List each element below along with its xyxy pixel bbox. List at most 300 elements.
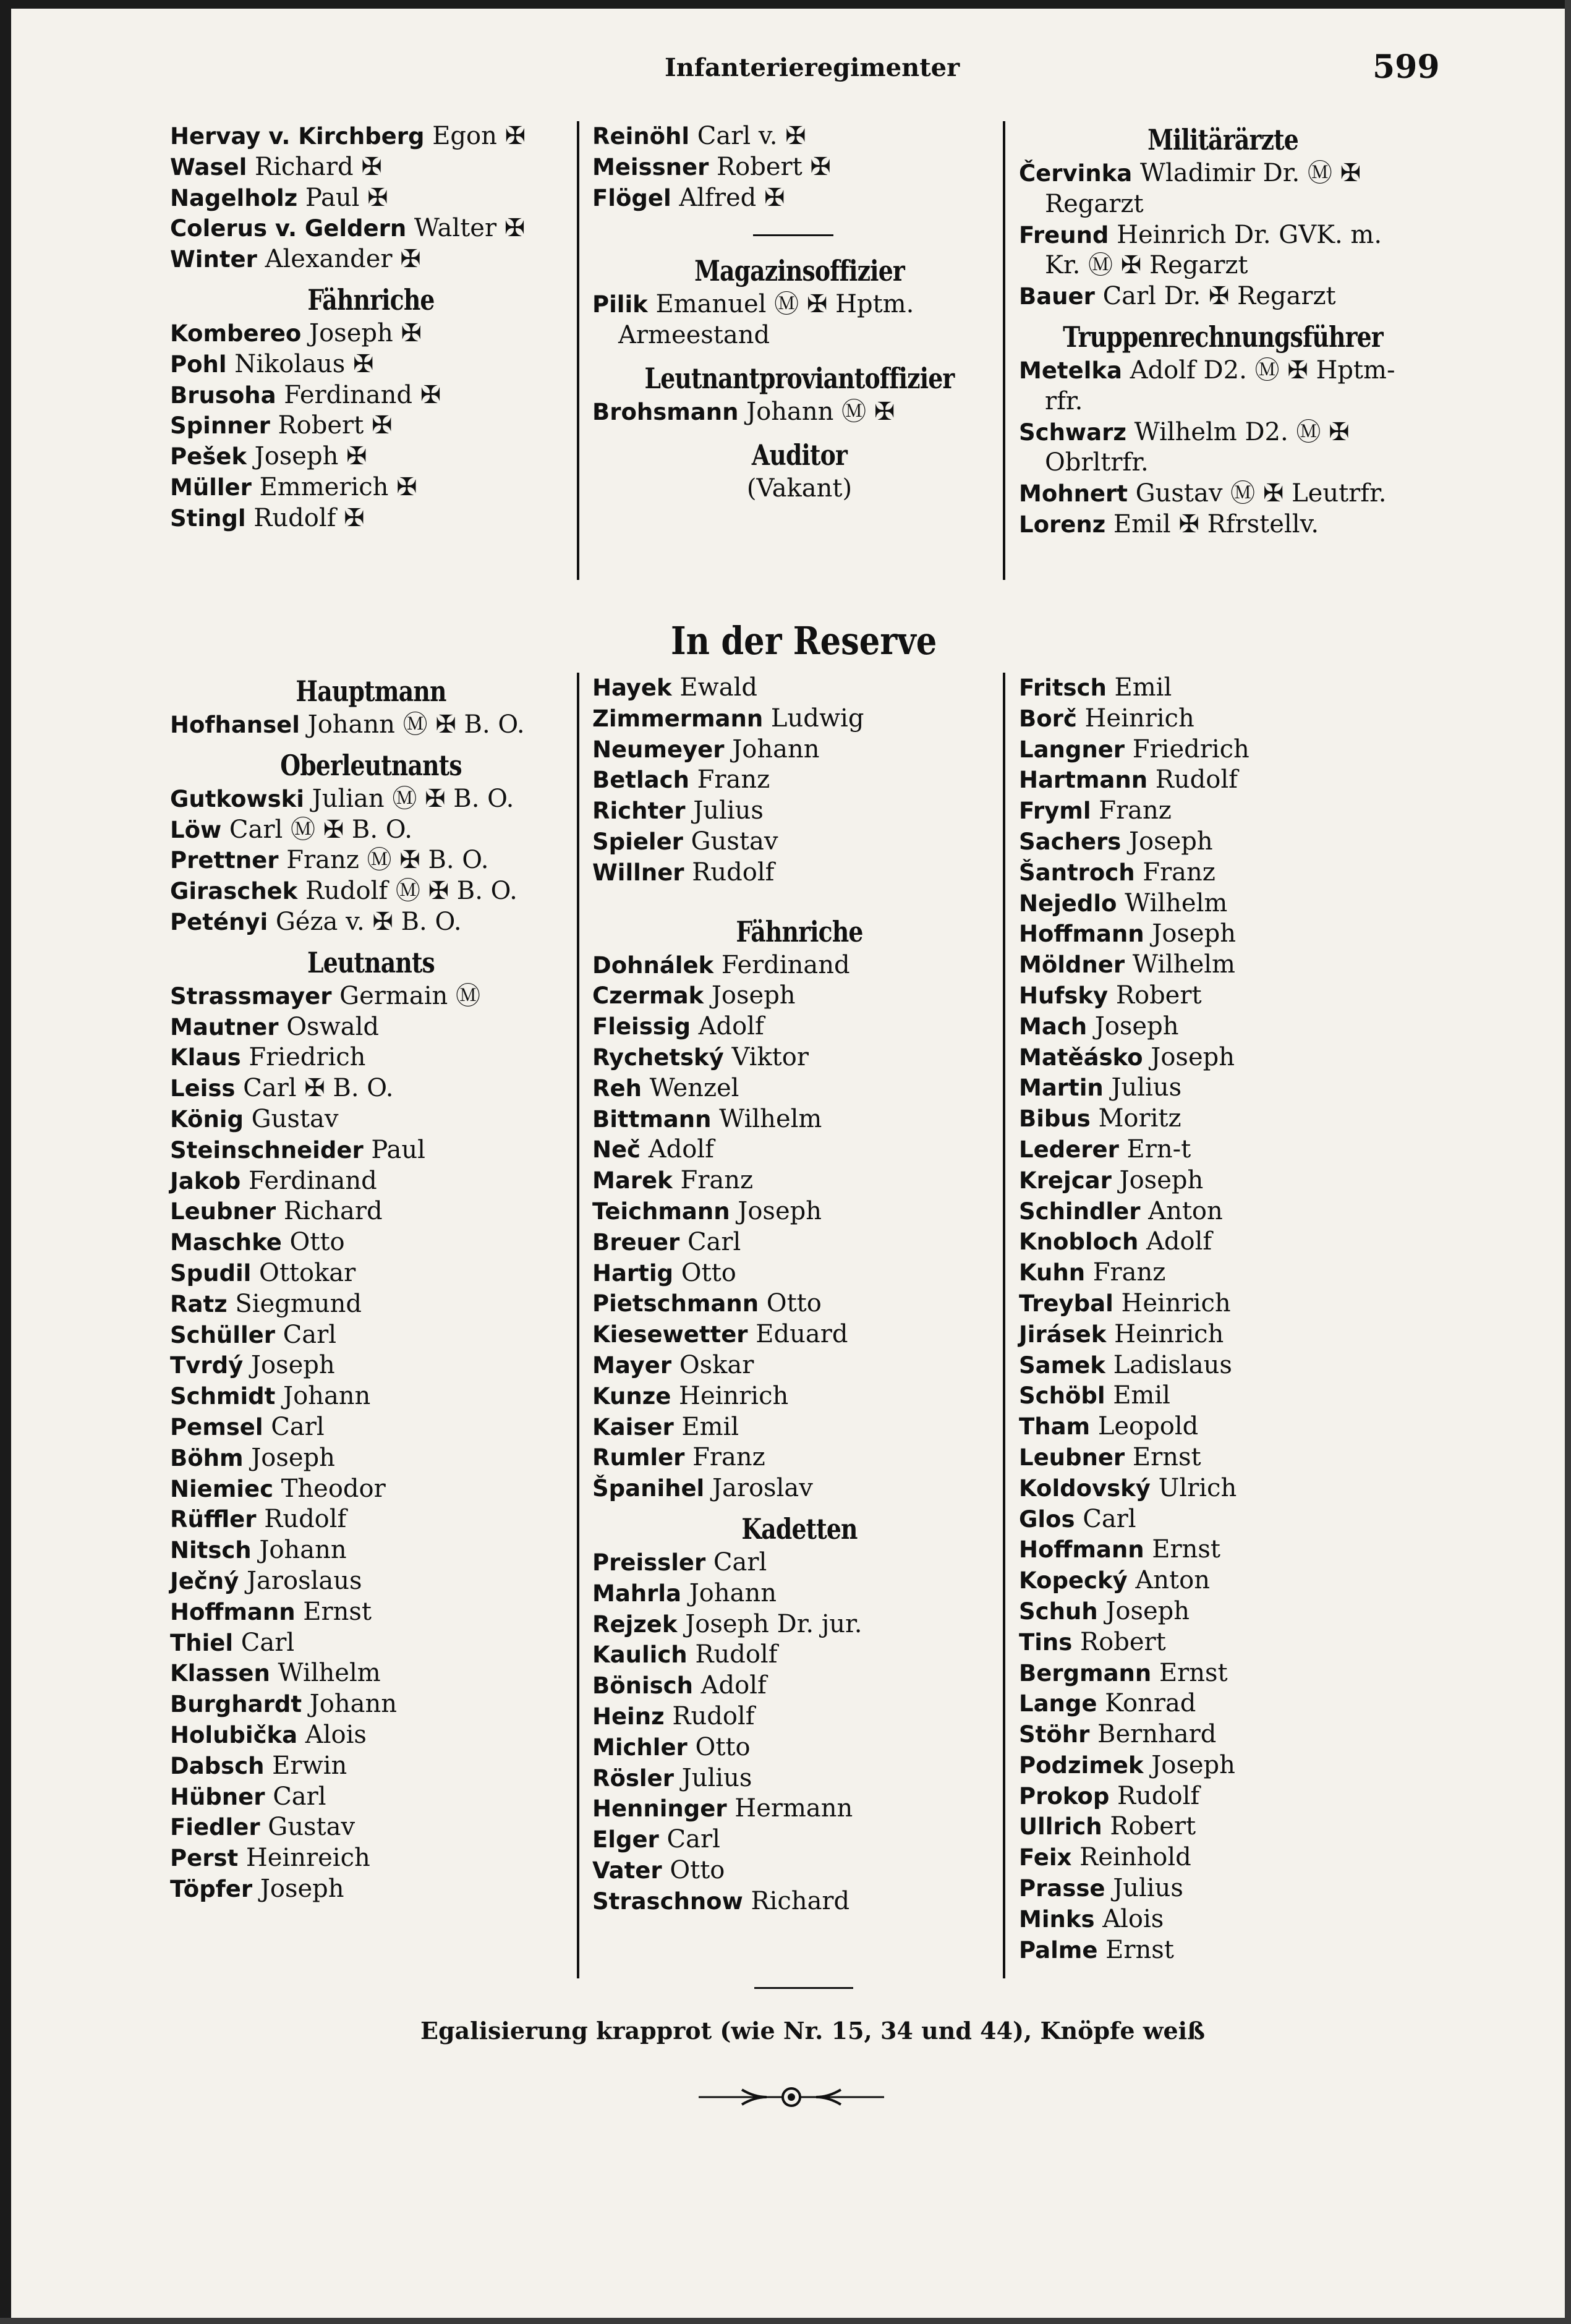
- surname: Pešek: [170, 443, 247, 470]
- given-name-and-rank: Ernst: [295, 1597, 372, 1626]
- given-name-and-rank: Wilhelm: [270, 1659, 381, 1688]
- surname: Brusoha: [170, 381, 276, 409]
- given-name-and-rank: Paul: [363, 1135, 425, 1164]
- surname: Sachers: [1019, 828, 1122, 855]
- given-name-and-rank: Ferdinand: [241, 1166, 377, 1195]
- magazin-list: [592, 289, 1007, 351]
- surname: Tham: [1019, 1413, 1091, 1441]
- entry-line: [170, 1135, 572, 1166]
- given-name-and-rank: Adolf: [641, 1135, 714, 1164]
- entry-line: [170, 1720, 572, 1751]
- surname: Neč: [592, 1136, 641, 1164]
- surname: Nitsch: [170, 1537, 252, 1564]
- surname: Bauer: [1019, 283, 1095, 310]
- column-divider: [577, 673, 579, 1978]
- entry-line: [170, 710, 572, 741]
- surname: Minks: [1019, 1905, 1095, 1933]
- surname: Hartmann: [1019, 767, 1148, 794]
- given-name-and-rank: Otto: [281, 1228, 345, 1257]
- surname: Töpfer: [170, 1875, 253, 1902]
- entry-line: [170, 1166, 572, 1197]
- entry-line: [1019, 1196, 1427, 1227]
- given-name-and-rank: Robert: [1102, 1812, 1196, 1841]
- entry-line: [1019, 981, 1427, 1011]
- entry-line: [1019, 1504, 1427, 1535]
- given-name-and-rank: Alois: [297, 1720, 367, 1749]
- column-divider: [577, 121, 579, 580]
- surname: Kaulich: [592, 1641, 688, 1669]
- given-name-and-rank: Franz: [1091, 796, 1172, 825]
- surname: Klassen: [170, 1660, 270, 1687]
- entry-line: [592, 1442, 1007, 1473]
- surname: König: [170, 1105, 244, 1133]
- surname: Wasel: [170, 153, 247, 181]
- surname: Hoffmann: [1019, 1536, 1144, 1564]
- entry-line: [1019, 888, 1427, 919]
- entry-line: [1019, 158, 1427, 189]
- given-name-and-rank: Otto: [673, 1258, 736, 1287]
- col3-lower: [1019, 673, 1427, 1965]
- given-name-and-rank: Johann Ⓜ ✠: [738, 397, 895, 426]
- section-heading: Militärärzte: [1147, 123, 1298, 156]
- entry-line: [170, 1504, 572, 1535]
- entry-line: [592, 734, 1007, 765]
- entry-line: [1019, 250, 1427, 281]
- surname: Lange: [1019, 1690, 1097, 1717]
- entry-line: [1019, 281, 1427, 312]
- given-name-and-rank: Johann: [302, 1690, 397, 1719]
- given-name-and-rank: Ernst: [1144, 1535, 1220, 1564]
- surname: Fryml: [1019, 798, 1091, 825]
- surname: Šantroch: [1019, 859, 1135, 886]
- entry-line: [1019, 1627, 1427, 1658]
- given-name-and-rank: Heinrich Dr. GVK. m.: [1109, 220, 1382, 249]
- entry-line: [1019, 189, 1427, 220]
- entry-line: [170, 1566, 572, 1597]
- surname: Reinöhl: [592, 123, 690, 150]
- given-name-and-rank: Theodor: [273, 1474, 386, 1503]
- given-name-and-rank: Joseph ✠: [301, 318, 422, 347]
- column-divider: [1003, 673, 1005, 1978]
- entry-line: [170, 1258, 572, 1289]
- given-name-and-rank: Armeestand: [618, 321, 770, 350]
- entry-line: [1019, 1319, 1427, 1350]
- entry-line: [1019, 1288, 1427, 1319]
- section-heading: Auditor: [751, 438, 848, 472]
- given-name-and-rank: Franz: [1135, 858, 1216, 887]
- entry-line: [1019, 1811, 1427, 1842]
- surname: Fiedler: [170, 1814, 260, 1841]
- surname: Glos: [1019, 1505, 1075, 1533]
- entry-line: [170, 1042, 572, 1073]
- short-rule: [754, 1987, 853, 1989]
- given-name-and-rank: Ottokar: [251, 1258, 356, 1287]
- entry-line: [592, 121, 1007, 152]
- surname: Hofhansel: [170, 712, 300, 738]
- given-name-and-rank: Emil: [1106, 673, 1172, 702]
- surname: Niemiec: [170, 1475, 274, 1502]
- entry-line: [1019, 1935, 1427, 1966]
- entry-line: [1019, 1565, 1427, 1596]
- surname: Pohl: [170, 351, 227, 378]
- surname: Strassmayer: [170, 982, 332, 1010]
- scan-border-right: [1565, 0, 1571, 2324]
- entry-line: [1019, 1842, 1427, 1873]
- given-name-and-rank: Franz: [672, 1166, 754, 1195]
- surname: Leubner: [170, 1198, 276, 1225]
- entry-line: [1019, 1381, 1427, 1411]
- entry-line: [1019, 919, 1427, 950]
- given-name-and-rank: Emil: [673, 1412, 739, 1441]
- entry-line: [170, 1628, 572, 1659]
- given-name-and-rank: Johann: [724, 734, 820, 764]
- given-name-and-rank: Robert ✠: [709, 152, 831, 181]
- given-name-and-rank: Richard ✠: [247, 152, 382, 181]
- given-name-and-rank: Joseph: [1097, 1596, 1190, 1625]
- given-name-and-rank: Joseph Dr. jur.: [677, 1609, 862, 1638]
- trupp-list: [1019, 355, 1427, 540]
- given-name-and-rank: Adolf: [690, 1012, 764, 1041]
- entry-line: [1019, 448, 1427, 479]
- surname: Kombereo: [170, 320, 302, 347]
- surname: Hoffmann: [1019, 921, 1144, 948]
- surname: Dabsch: [170, 1752, 265, 1779]
- given-name-and-rank: Franz: [689, 765, 770, 794]
- surname: Fritsch: [1019, 675, 1107, 701]
- given-name-and-rank: Carl: [705, 1547, 767, 1577]
- entry-line: [1019, 858, 1427, 888]
- surname: Vater: [592, 1857, 662, 1884]
- given-name-and-rank: Rudolf Ⓜ ✠ B. O.: [297, 877, 517, 906]
- given-name-and-rank: Otto: [687, 1732, 751, 1761]
- entry-line: [1019, 355, 1427, 386]
- given-name-and-rank: Wilhelm: [711, 1104, 822, 1133]
- surname: Ullrich: [1019, 1813, 1102, 1841]
- surname: Flögel: [592, 184, 671, 211]
- surname: Schöbl: [1019, 1382, 1105, 1410]
- given-name-and-rank: Joseph: [704, 981, 796, 1010]
- entry-line: [170, 1289, 572, 1320]
- given-name-and-rank: Emmerich ✠: [251, 472, 417, 501]
- entry-line: [1019, 1350, 1427, 1381]
- entry-line: [170, 1104, 572, 1135]
- given-name-and-rank: Rudolf: [1147, 765, 1238, 794]
- given-name-and-rank: Alexander ✠: [257, 245, 421, 274]
- surname: Richter: [592, 798, 686, 825]
- prov-list: [592, 397, 1007, 428]
- given-name-and-rank: Joseph: [1143, 1042, 1235, 1071]
- entry-line: [1019, 673, 1427, 704]
- given-name-and-rank: Carl Dr. ✠ Regarzt: [1094, 282, 1336, 311]
- given-name-and-rank: Julius: [673, 1763, 752, 1792]
- given-name-and-rank: Kr. Ⓜ ✠ Regarzt: [1045, 251, 1248, 280]
- entry-line: [592, 950, 1007, 981]
- given-name-and-rank: Géza v. ✠ B. O.: [268, 907, 462, 936]
- given-name-and-rank: Paul ✠: [297, 183, 388, 212]
- entry-line: [170, 183, 572, 214]
- surname: Bönisch: [592, 1672, 693, 1700]
- given-name-and-rank: Carl: [658, 1825, 720, 1854]
- entry-line: [170, 1196, 572, 1227]
- given-name-and-rank: Joseph: [1111, 1165, 1204, 1194]
- surname: Mahrla: [592, 1580, 682, 1607]
- surname: Prasse: [1019, 1875, 1105, 1902]
- entry-line: [1019, 417, 1427, 448]
- entry-line: [1019, 1781, 1427, 1812]
- given-name-and-rank: Carl: [263, 1412, 325, 1441]
- mil-list: [1019, 158, 1427, 312]
- col2-upper: [592, 121, 1007, 504]
- officer-list: [170, 121, 572, 275]
- given-name-and-rank: Adolf D2. Ⓜ ✠ Hptm-: [1122, 355, 1395, 385]
- entry-line: [592, 1855, 1007, 1886]
- given-name-and-rank: Johann: [275, 1382, 371, 1411]
- surname: Löw: [170, 816, 222, 843]
- entry-line: [1019, 1904, 1427, 1935]
- surname: Michler: [592, 1734, 688, 1761]
- surname: Lederer: [1019, 1136, 1119, 1163]
- section-heading: Truppenrechnungsführer: [1063, 320, 1383, 354]
- entry-line: [1019, 950, 1427, 981]
- given-name-and-rank: Konrad: [1097, 1689, 1196, 1718]
- entry-line: [592, 1196, 1007, 1227]
- entry-line: [170, 472, 572, 503]
- ornament-divider: [699, 2079, 884, 2116]
- surname: Rumler: [592, 1444, 685, 1471]
- entry-line: [1019, 796, 1427, 827]
- column-divider: [1003, 121, 1005, 580]
- surname: Hayek: [592, 675, 672, 701]
- given-name-and-rank: Julius: [1103, 1073, 1182, 1102]
- entry-line: [592, 1824, 1007, 1855]
- surname: Thiel: [170, 1629, 234, 1656]
- surname: Henninger: [592, 1795, 727, 1823]
- given-name-and-rank: Jaroslav: [704, 1474, 813, 1503]
- entry-line: [170, 876, 572, 907]
- given-name-and-rank: Gustav: [243, 1104, 339, 1133]
- scan-border-left: [0, 0, 11, 2324]
- surname: Maschke: [170, 1229, 282, 1256]
- given-name-and-rank: Johann: [681, 1578, 777, 1607]
- surname: Španihel: [592, 1475, 705, 1502]
- entry-line: [1019, 1658, 1427, 1689]
- entry-line: [170, 1597, 572, 1628]
- surname: Kuhn: [1019, 1259, 1086, 1287]
- given-name-and-rank: Siegmund: [227, 1289, 362, 1318]
- given-name-and-rank: Wilhelm: [1125, 950, 1235, 979]
- page-number: 599: [1373, 48, 1440, 86]
- entry-line: [1019, 1165, 1427, 1196]
- surname: Schwarz: [1019, 419, 1126, 446]
- entry-line: [1019, 1011, 1427, 1042]
- given-name-and-rank: Joseph ✠: [246, 442, 367, 471]
- surname: Preissler: [592, 1549, 706, 1576]
- given-name-and-rank: Carl: [275, 1320, 337, 1349]
- given-name-and-rank: Richard: [743, 1886, 850, 1915]
- given-name-and-rank: Franz: [684, 1443, 765, 1472]
- given-name-and-rank: Ferdinand ✠: [276, 380, 441, 409]
- given-name-and-rank: Rudolf: [664, 1701, 755, 1730]
- surname: Nejedlo: [1019, 890, 1117, 917]
- given-name-and-rank: Jaroslaus: [239, 1566, 362, 1595]
- auditor-value: (Vakant): [746, 474, 853, 503]
- surname: Giraschek: [170, 878, 298, 905]
- given-name-and-rank: Joseph: [1121, 827, 1213, 856]
- surname: Klaus: [170, 1044, 241, 1071]
- entry-line: [592, 1319, 1007, 1350]
- entry-line: [1019, 734, 1427, 765]
- entry-line: [1019, 1227, 1427, 1258]
- entry-line: [170, 121, 572, 152]
- surname: Reh: [592, 1075, 642, 1102]
- surname: Martin: [1019, 1075, 1104, 1102]
- entry-line: [592, 1547, 1007, 1578]
- given-name-and-rank: Ernst: [1125, 1442, 1201, 1471]
- surname: Holubička: [170, 1721, 298, 1748]
- entry-line: [170, 1381, 572, 1412]
- surname: Betlach: [592, 767, 689, 794]
- entry-line: [170, 1012, 572, 1043]
- surname: Burghardt: [170, 1691, 302, 1718]
- surname: Elger: [592, 1826, 659, 1854]
- given-name-and-rank: Germain Ⓜ: [331, 981, 480, 1010]
- surname: Treybal: [1019, 1290, 1113, 1317]
- entry-line: [170, 1843, 572, 1874]
- entry-line: [1019, 1688, 1427, 1719]
- given-name-and-rank: Johann: [251, 1536, 347, 1565]
- entry-line: [170, 1658, 572, 1689]
- entry-line: [592, 1578, 1007, 1609]
- surname: Willner: [592, 859, 684, 886]
- entry-line: [592, 827, 1007, 858]
- running-title: Infanterieregimenter: [665, 53, 960, 82]
- reserve-list: [1019, 673, 1427, 1965]
- given-name-and-rank: Robert ✠: [270, 411, 393, 440]
- entry-line: [592, 320, 1007, 351]
- surname: Zimmermann: [592, 705, 764, 732]
- surname: Leiss: [170, 1075, 236, 1102]
- section-heading: Magazinsoffizier: [694, 254, 905, 288]
- given-name-and-rank: Carl ✠ B. O.: [235, 1074, 394, 1103]
- given-name-and-rank: Heinrich: [1076, 704, 1194, 733]
- section-heading: Kadetten: [741, 1512, 858, 1546]
- given-name-and-rank: Ladislaus: [1105, 1350, 1232, 1379]
- scan-border-bottom: [0, 2318, 1571, 2324]
- given-name-and-rank: Emanuel Ⓜ ✠ Hptm.: [647, 290, 914, 319]
- surname: Červinka: [1019, 160, 1133, 187]
- entry-line: [592, 1609, 1007, 1640]
- entry-line: [592, 1473, 1007, 1504]
- entry-line: [592, 704, 1007, 734]
- given-name-and-rank: Otto: [662, 1855, 725, 1884]
- surname: Mautner: [170, 1013, 279, 1041]
- entry-line: [1019, 1134, 1427, 1165]
- entry-line: [592, 673, 1007, 704]
- given-name-and-rank: Rudolf: [1109, 1781, 1200, 1810]
- surname: Stöhr: [1019, 1721, 1090, 1748]
- surname: Hübner: [170, 1783, 265, 1810]
- entry-line: [170, 1751, 572, 1782]
- entry-line: [592, 1412, 1007, 1443]
- surname: Bittmann: [592, 1105, 712, 1133]
- given-name-and-rank: Franz: [1085, 1258, 1166, 1287]
- entry-line: [1019, 1442, 1427, 1473]
- entry-line: [170, 815, 572, 846]
- given-name-and-rank: Ulrich: [1150, 1473, 1237, 1502]
- surname: Lorenz: [1019, 511, 1106, 538]
- surname: Jakob: [170, 1167, 241, 1194]
- entry-line: [170, 441, 572, 472]
- surname: Samek: [1019, 1351, 1105, 1379]
- given-name-and-rank: Julian Ⓜ ✠ B. O.: [304, 784, 514, 813]
- surname: Prettner: [170, 847, 279, 874]
- given-name-and-rank: Ludwig: [763, 704, 864, 733]
- surname: Bergmann: [1019, 1659, 1152, 1687]
- entry-line: [1019, 827, 1427, 858]
- entry-line: [1019, 1534, 1427, 1565]
- given-name-and-rank: Heinrich: [1113, 1288, 1231, 1317]
- entry-line: [1019, 765, 1427, 796]
- surname: Matěásko: [1019, 1044, 1143, 1071]
- surname: Kaiser: [592, 1413, 674, 1441]
- entry-line: [592, 397, 1007, 428]
- surname: Straschnow: [592, 1888, 743, 1915]
- surname: Perst: [170, 1845, 239, 1872]
- entry-line: [170, 1782, 572, 1813]
- surname: Koldovský: [1019, 1475, 1151, 1502]
- surname: Colerus v. Geldern: [170, 215, 407, 242]
- surname: Marek: [592, 1167, 673, 1194]
- given-name-and-rank: Egon ✠: [424, 122, 526, 150]
- surname: Müller: [170, 474, 252, 501]
- surname: Podzimek: [1019, 1752, 1144, 1779]
- surname: Mach: [1019, 1013, 1088, 1040]
- given-name-and-rank: Friedrich: [241, 1043, 366, 1072]
- officer-list: [592, 121, 1007, 213]
- given-name-and-rank: Joseph: [243, 1443, 335, 1472]
- surname: Czermak: [592, 982, 704, 1010]
- given-name-and-rank: Joseph: [1087, 1011, 1179, 1041]
- given-name-and-rank: Erwin: [264, 1751, 347, 1780]
- surname: Gutkowski: [170, 785, 304, 812]
- entry-line: [592, 1104, 1007, 1135]
- given-name-and-rank: Ernst: [1097, 1935, 1174, 1964]
- given-name-and-rank: Joseph: [243, 1351, 335, 1380]
- given-name-and-rank: Eduard: [747, 1320, 848, 1349]
- col2-lower: [592, 673, 1007, 1917]
- entry-line: [1019, 220, 1427, 251]
- given-name-and-rank: Joseph: [1144, 919, 1236, 948]
- given-name-and-rank: Joseph: [730, 1196, 822, 1225]
- entry-line: [592, 1042, 1007, 1073]
- scan-border-top: [0, 0, 1571, 9]
- entry-line: [1019, 1596, 1427, 1627]
- given-name-and-rank: Friedrich: [1125, 734, 1250, 764]
- surname: Möldner: [1019, 951, 1125, 979]
- surname: Spudil: [170, 1259, 252, 1287]
- entry-line: [170, 1474, 572, 1505]
- entry-line: [170, 349, 572, 380]
- faehnriche-list: [170, 318, 572, 534]
- given-name-and-rank: Reinhold: [1071, 1843, 1191, 1872]
- entry-line: [592, 1073, 1007, 1104]
- entry-line: [1019, 1258, 1427, 1288]
- hauptmann-list: [170, 710, 572, 741]
- given-name-and-rank: Robert: [1108, 981, 1202, 1010]
- given-name-and-rank: Heinrich: [671, 1381, 789, 1410]
- entry-line: [1019, 386, 1427, 417]
- surname: Fleissig: [592, 1013, 691, 1041]
